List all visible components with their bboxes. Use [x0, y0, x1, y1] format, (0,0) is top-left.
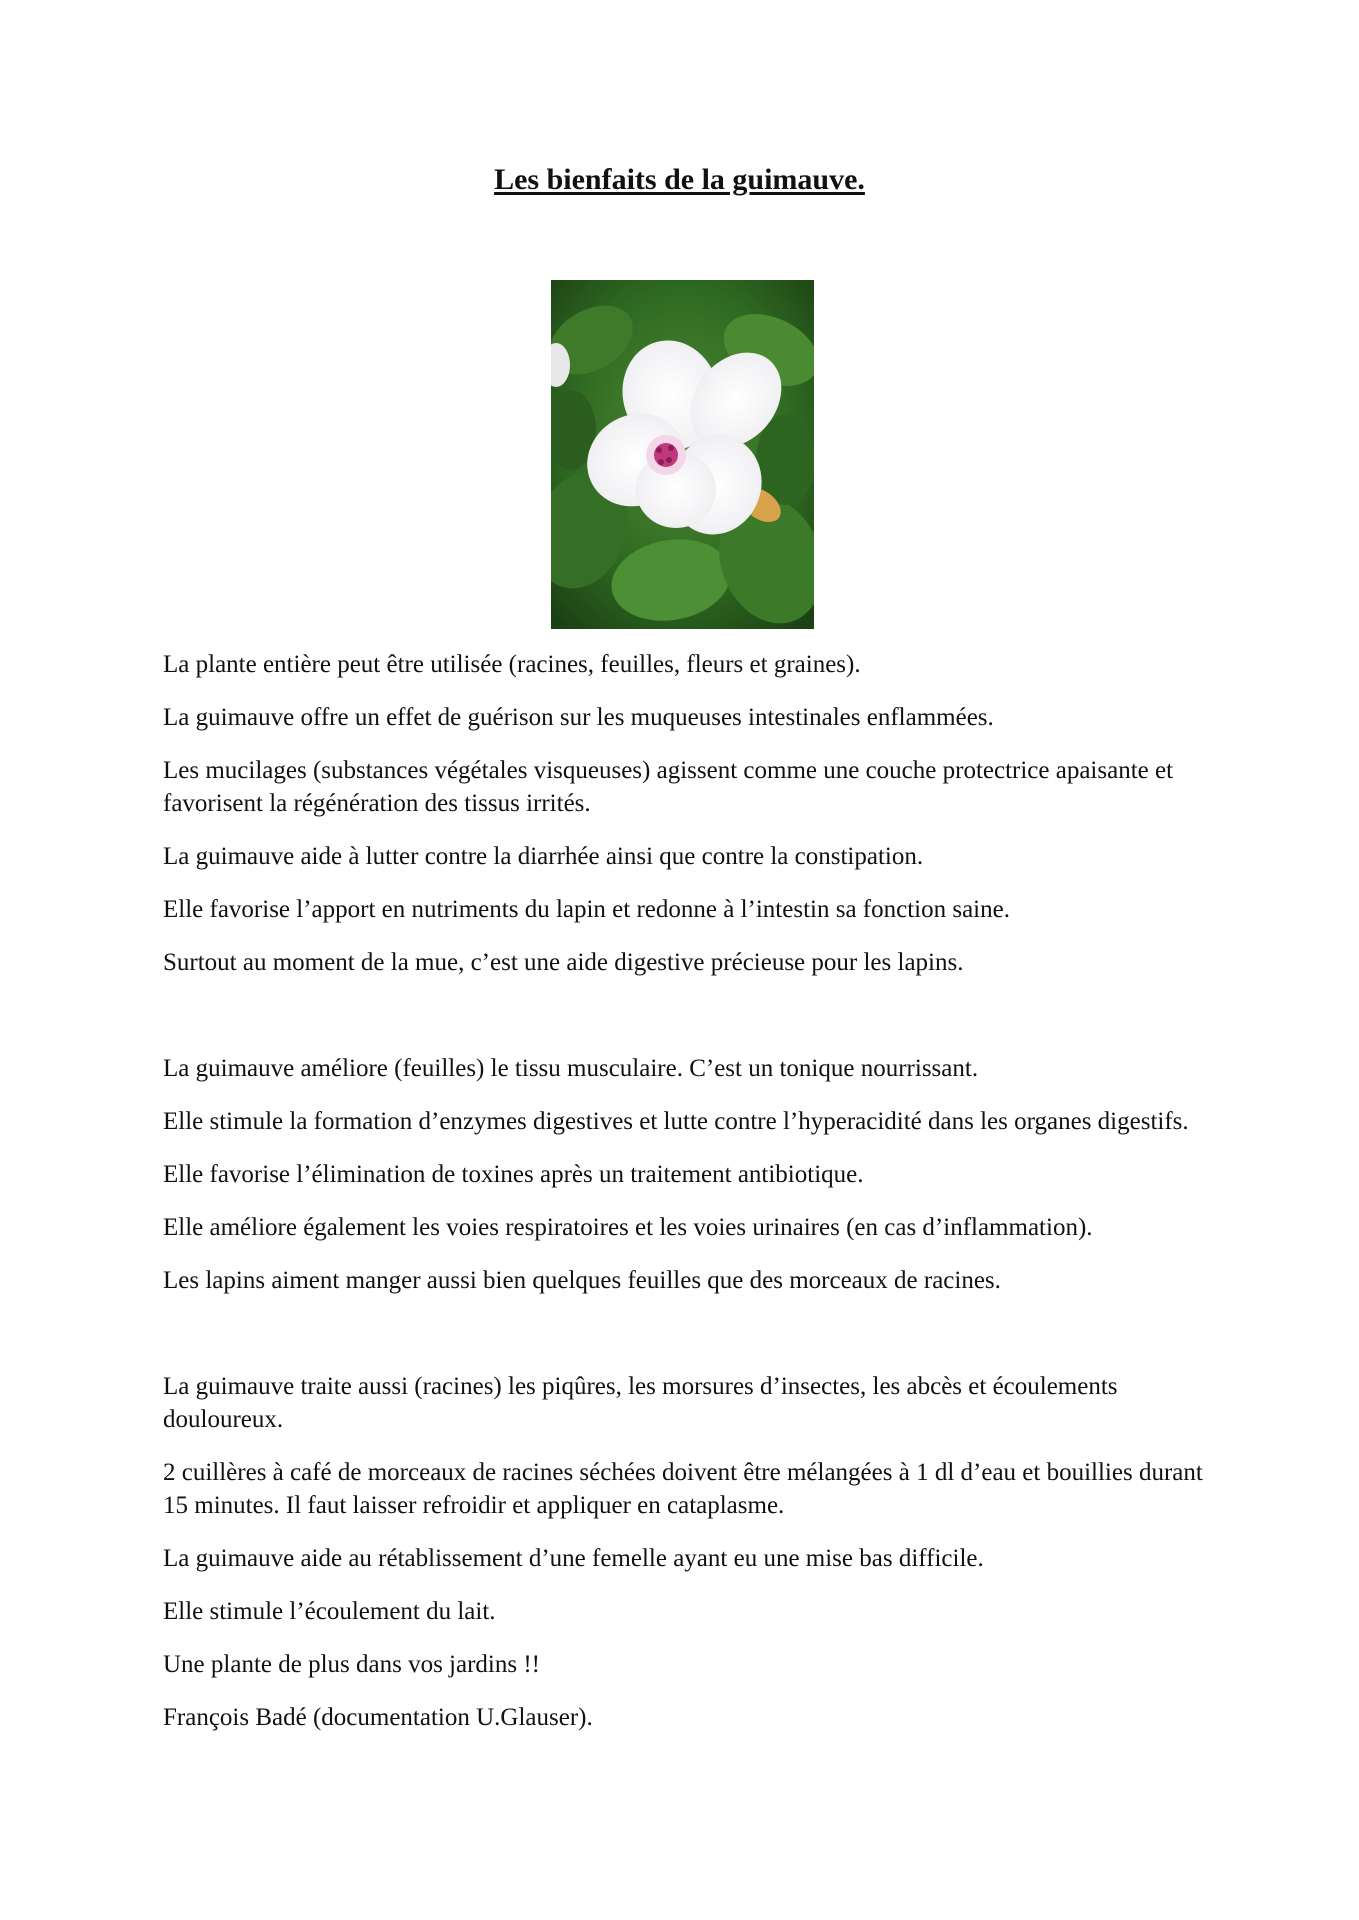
author-signature: François Badé (documentation U.Glauser).: [163, 1704, 593, 1731]
paragraph: La guimauve améliore (feuilles) le tissu musculaire. C’est un tonique nourrissant.: [163, 1055, 979, 1082]
paragraph: La guimauve offre un effet de guérison sur les muqueuses intestinales enflammées.: [163, 704, 994, 731]
paragraph: La guimauve traite aussi (racines) les piqûres, les morsures d’insectes, les abcès et écoulements douloureux.: [163, 1373, 1118, 1433]
paragraph: La guimauve aide au rétablissement d’une femelle ayant eu une mise bas difficile.: [163, 1545, 984, 1572]
paragraph: Une plante de plus dans vos jardins !!: [163, 1651, 541, 1678]
paragraph: Surtout au moment de la mue, c’est une aide digestive précieuse pour les lapins.: [163, 949, 964, 976]
page-title: Les bienfaits de la guimauve.: [494, 163, 865, 196]
paragraph: La plante entière peut être utilisée (racines, feuilles, fleurs et graines).: [163, 651, 861, 678]
paragraph: Elle favorise l’élimination de toxines après un traitement antibiotique.: [163, 1161, 864, 1188]
marshmallow-flower-photo-icon: [551, 280, 814, 629]
paragraph: 2 cuillères à café de morceaux de racines séchées doivent être mélangées à 1 dl d’eau et bouillies durant 15 minutes. Il faut laisser refroidir et appliquer en cataplasme.: [163, 1459, 1203, 1519]
section-spacer: [163, 999, 1223, 1052]
paragraph: Elle stimule l’écoulement du lait.: [163, 1598, 496, 1625]
paragraph: Elle favorise l’apport en nutriments du lapin et redonne à l’intestin sa fonction saine.: [163, 896, 1010, 923]
paragraph: Les mucilages (substances végétales visqueuses) agissent comme une couche protectrice apaisante et favorisent la régénération des tissus irrités.: [163, 757, 1174, 817]
paragraph: Elle stimule la formation d’enzymes digestives et lutte contre l’hyperacidité dans les organes digestifs.: [163, 1108, 1189, 1135]
section-spacer: [163, 1317, 1223, 1370]
paragraph: Les lapins aiment manger aussi bien quelques feuilles que des morceaux de racines.: [163, 1267, 1001, 1294]
paragraph: La guimauve aide à lutter contre la diarrhée ainsi que contre la constipation.: [163, 843, 924, 870]
document-body: [163, 648, 1223, 1754]
paragraph: Elle améliore également les voies respiratoires et les voies urinaires (en cas d’inflammation).: [163, 1214, 1093, 1241]
